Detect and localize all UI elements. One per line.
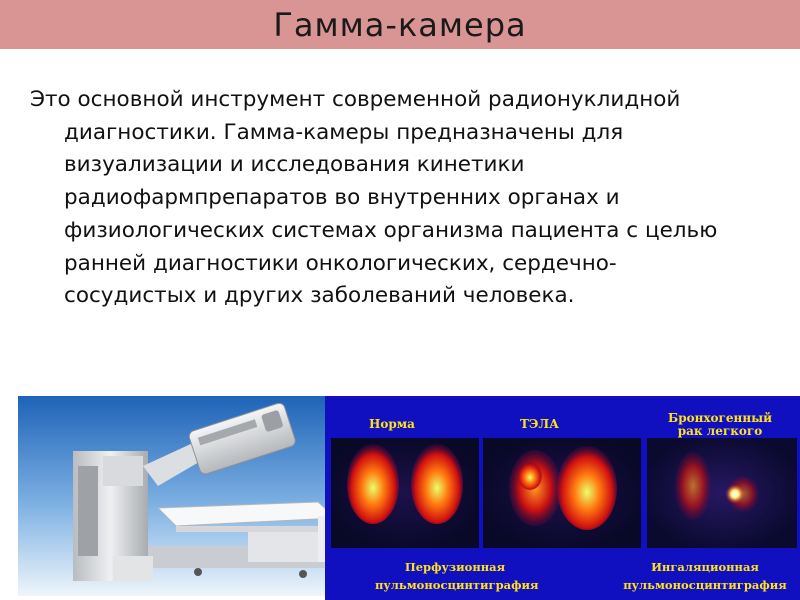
slide-paragraph: Это основной инструмент современной радионуклидной диагностики. Гамма-камеры предназначены для визуализации и исследования кинетики радиофармпрепаратов во внутренних органах и физиологических системах организма пациента с целью ранней диагностики онкологических, сердечно-сосудистых и других заболеваний человека.	[30, 87, 718, 309]
scan-label-tela: ТЭЛА	[520, 417, 559, 431]
title-bar	[0, 0, 800, 49]
scintigraphy-panel	[325, 396, 800, 600]
caption-inhalation: Ингаляционная пульмоносцинтиграфия	[623, 560, 787, 592]
scan-label-norm: Норма	[369, 417, 415, 431]
caption-perfusion: Перфузионная пульмоносцинтиграфия	[375, 560, 539, 592]
gamma-camera-illustration	[18, 396, 368, 596]
gamma-camera-photo	[18, 396, 368, 596]
slide-title: Гамма-камера	[273, 5, 527, 44]
scan-label-cancer: Бронхогенный рак легкого	[667, 411, 773, 438]
